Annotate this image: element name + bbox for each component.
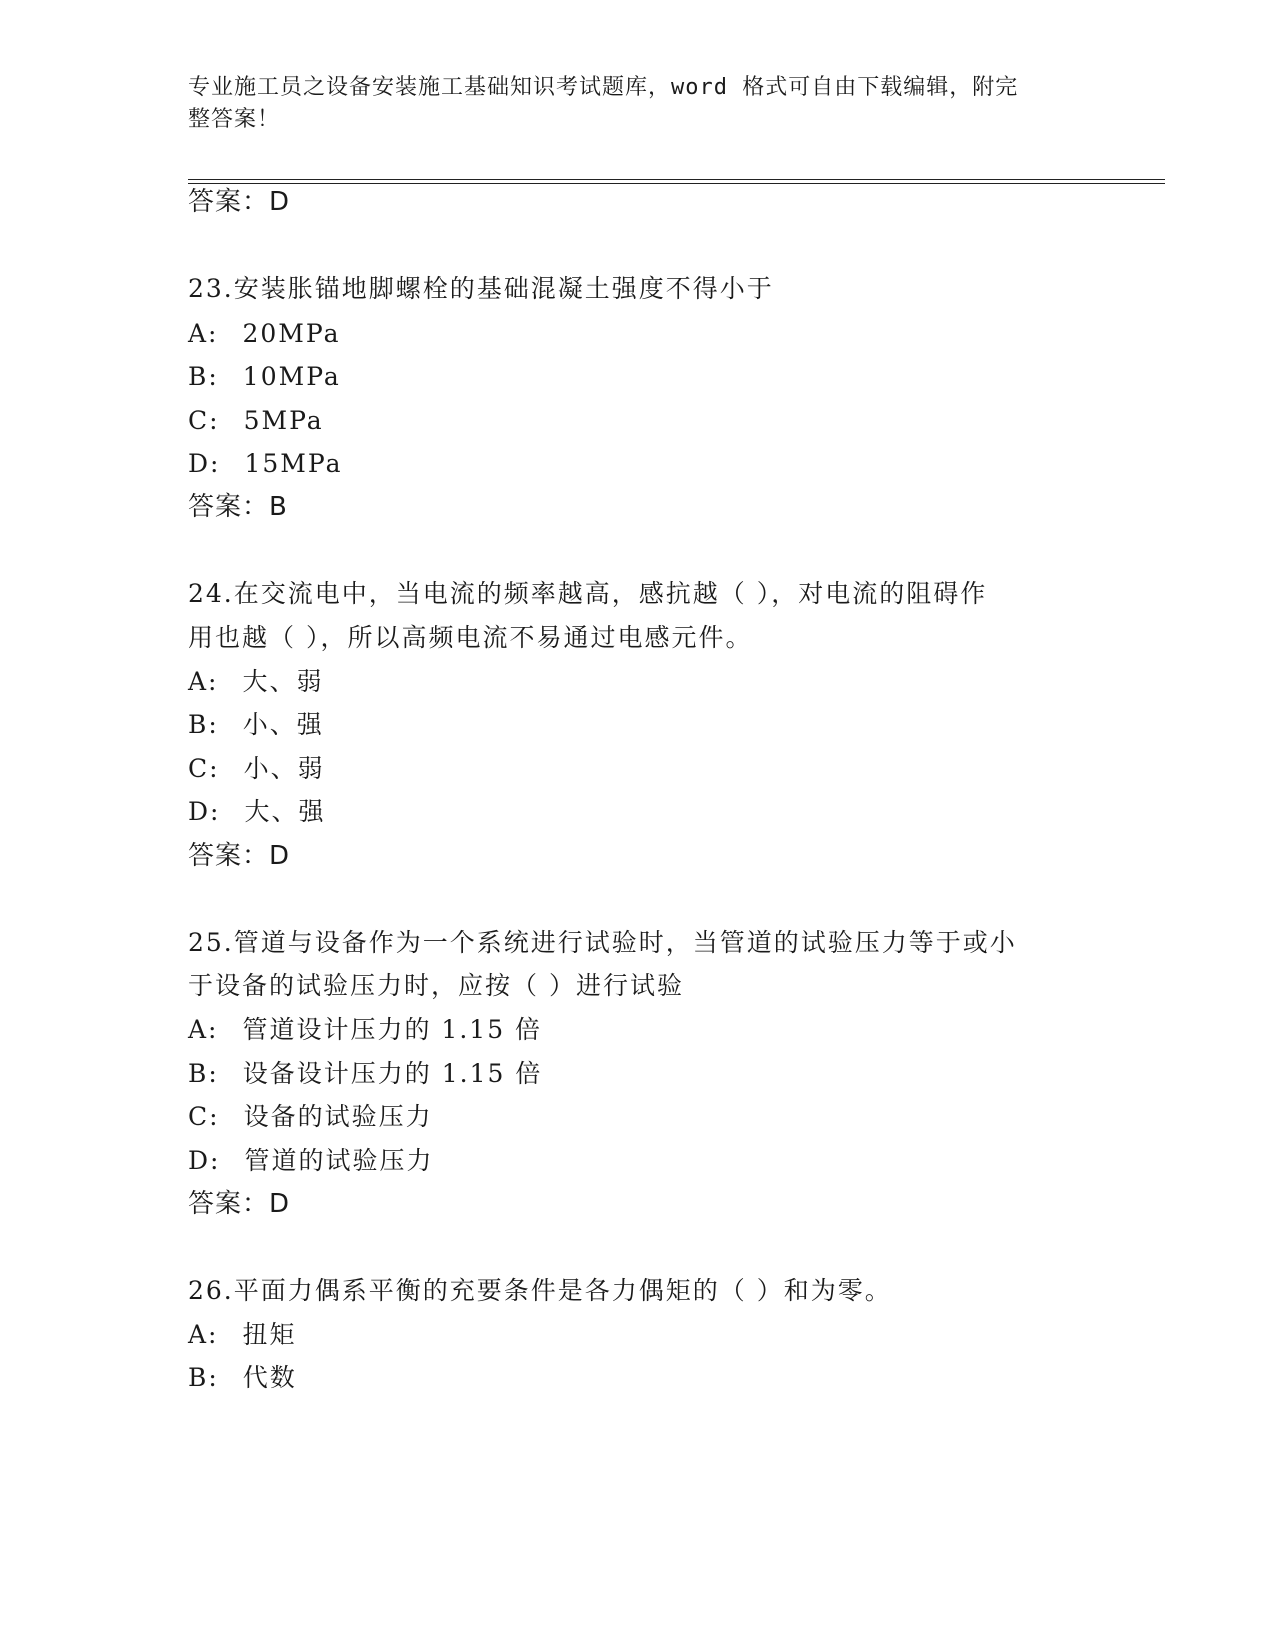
question-24-option-a: A: 大、弱 bbox=[188, 667, 324, 696]
question-26-option-a: A: 扭矩 bbox=[188, 1320, 297, 1349]
question-24-answer: 答案：D bbox=[188, 841, 291, 871]
question-25-option-d: D: 管道的试验压力 bbox=[188, 1146, 434, 1175]
header-divider-bottom bbox=[188, 183, 1165, 184]
question-25-option-b: B: 设备设计压力的 1.15 倍 bbox=[188, 1059, 543, 1088]
question-24-stem-line-1: 24.在交流电中，当电流的频率越高，感抗越（ ），对电流的阻碍作 bbox=[188, 579, 988, 608]
question-24-stem-line-2: 用也越（ ），所以高频电流不易通过电感元件。 bbox=[188, 623, 753, 652]
question-25-option-c: C: 设备的试验压力 bbox=[188, 1102, 433, 1131]
question-24-option-c: C: 小、弱 bbox=[188, 754, 325, 783]
document-header bbox=[188, 72, 1088, 136]
question-25-stem-line-1: 25.管道与设备作为一个系统进行试验时，当管道的试验压力等于或小 bbox=[188, 928, 1017, 957]
header-divider-top bbox=[188, 179, 1165, 180]
question-23-option-b: B: 10MPa bbox=[188, 362, 341, 391]
question-25-answer: 答案：D bbox=[188, 1189, 291, 1219]
question-24-option-b: B: 小、强 bbox=[188, 710, 324, 739]
header-line-1: 专业施工员之设备安装施工基础知识考试题库，word 格式可自由下载编辑，附完 bbox=[188, 75, 1019, 100]
question-23-option-a: A: 20MPa bbox=[188, 319, 341, 348]
answer-previous: 答案：D bbox=[188, 187, 291, 217]
question-25-stem-line-2: 于设备的试验压力时，应按（ ）进行试验 bbox=[188, 971, 684, 1000]
question-24-option-d: D: 大、强 bbox=[188, 797, 326, 826]
question-23-answer: 答案：B bbox=[188, 492, 288, 522]
header-line-2: 整答案！ bbox=[188, 107, 281, 132]
question-23-option-c: C: 5MPa bbox=[188, 406, 324, 435]
question-25-option-a: A: 管道设计压力的 1.15 倍 bbox=[188, 1015, 543, 1044]
question-26-stem: 26.平面力偶系平衡的充要条件是各力偶矩的（ ）和为零。 bbox=[188, 1276, 892, 1305]
question-23-stem: 23.安装胀锚地脚螺栓的基础混凝土强度不得小于 bbox=[188, 274, 774, 303]
question-26-option-b: B: 代数 bbox=[188, 1363, 297, 1392]
question-23-option-d: D: 15MPa bbox=[188, 449, 343, 478]
